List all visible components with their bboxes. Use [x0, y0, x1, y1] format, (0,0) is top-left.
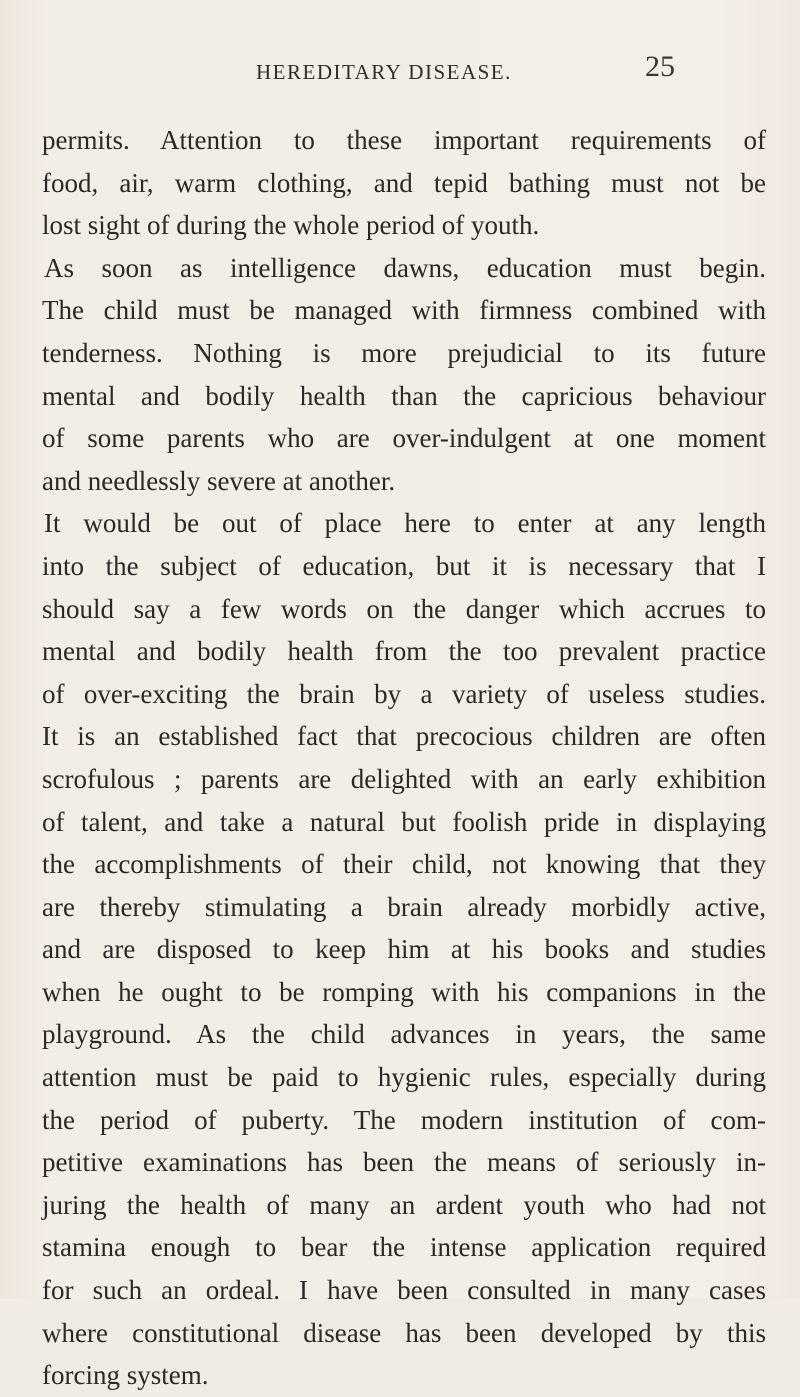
text-line: the accomplishments of their child, not knowing that they [42, 849, 766, 880]
running-title: HEREDITARY DISEASE. [256, 60, 512, 84]
text-line: the period of puberty. The modern institution of com- [42, 1104, 766, 1135]
text-line: It is an established fact that precocious children are often [42, 721, 766, 752]
text-line: and needlessly severe at another. [42, 465, 396, 496]
text-line: tenderness. Nothing is more prejudicial to its future [42, 337, 766, 368]
text-line: stamina enough to bear the intense application required [42, 1232, 766, 1263]
text-line: forcing system. [42, 1360, 209, 1391]
text-line: mental and bodily health than the capricious behaviour [42, 380, 766, 411]
text-line: where constitutional disease has been developed by this [42, 1317, 766, 1348]
text-line: juring the health of many an ardent youth who had not [42, 1189, 766, 1220]
text-line: food, air, warm clothing, and tepid bathing must not be [42, 167, 766, 198]
text-line: should say a few words on the danger which accrues to [42, 593, 766, 624]
text-line: The child must be managed with firmness combined with [42, 295, 766, 326]
text-line: of talent, and take a natural but foolish pride in displaying [42, 806, 766, 837]
text-line: lost sight of during the whole period of youth. [42, 210, 540, 241]
text-line: petitive examinations has been the means of seriously in- [42, 1147, 766, 1178]
text-line: permits. Attention to these important requirements of [42, 125, 766, 155]
text-line: into the subject of education, but it is necessary that I [42, 550, 766, 581]
paragraph-start-line: As soon as intelligence dawns, education must begin. [44, 252, 766, 283]
paragraph-start-line: It would be out of place here to enter at any length [44, 508, 766, 539]
text-line: when he ought to be romping with his companions in the [42, 976, 766, 1007]
text-line: playground. As the child advances in years, the same [42, 1019, 766, 1050]
text-line: and are disposed to keep him at his books and studies [42, 934, 766, 965]
text-line: of over-exciting the brain by a variety of useless studies. [42, 678, 766, 709]
page-number: 25 [645, 50, 675, 83]
text-line: attention must be paid to hygienic rules, especially during [42, 1062, 766, 1093]
text-line: of some parents who are over-indulgent at one moment [42, 423, 766, 454]
text-line: for such an ordeal. I have been consulted in many cases [42, 1275, 766, 1306]
running-head [0, 50, 800, 90]
text-line: are thereby stimulating a brain already morbidly active, [42, 891, 766, 922]
text-line: mental and bodily health from the too prevalent practice [42, 636, 766, 667]
text-line: scrofulous ; parents are delighted with an early exhibition [42, 763, 766, 794]
body-text [42, 119, 766, 1397]
